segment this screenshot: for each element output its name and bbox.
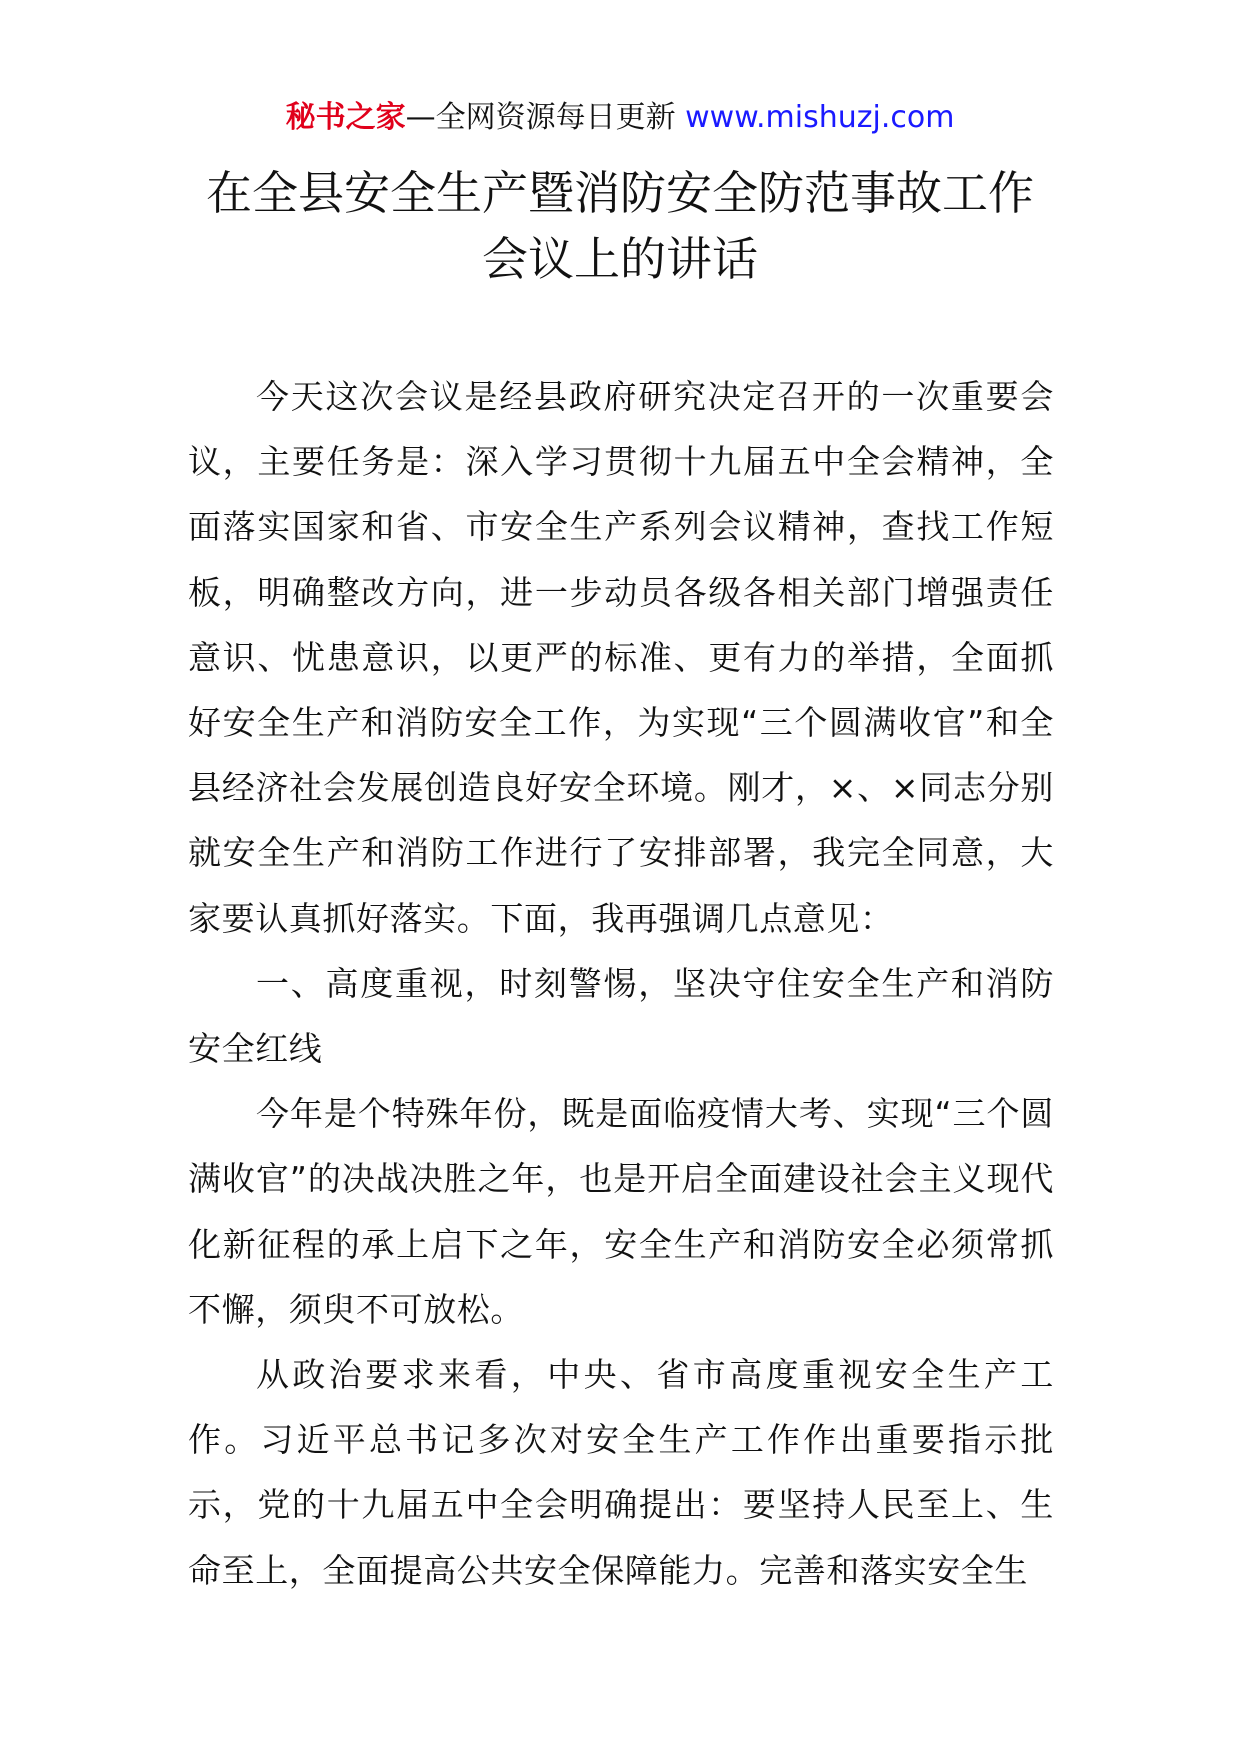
site-url-link[interactable]: www.mishuzj.com: [685, 100, 955, 135]
site-header: [0, 98, 1240, 138]
body-paragraph: 从政治要求来看，中央、省市高度重视安全生产工作。习近平总书记多次对安全生产工作作出重要指示批示，党的十九届五中全会明确提出：要坚持人民至上、生命至上，全面提高公共安全保障能力。完善和落实安全生: [188, 1355, 1054, 1590]
document-title-line-2: 会议上的讲话: [482, 232, 758, 286]
site-brand: 秘书之家: [285, 100, 406, 135]
document-title: [0, 160, 1240, 292]
section-heading: 一、高度重视，时刻警惕，坚决守住安全生产和消防安全红线: [188, 963, 1054, 1069]
document-body: [188, 364, 1054, 1603]
body-paragraph: 今天这次会议是经县政府研究决定召开的一次重要会议，主要任务是：深入学习贯彻十九届五中全会精神，全面落实国家和省、市安全生产系列会议精神，查找工作短板，明确整改方向，进一步动员各级各相关部门增强责任意识、忧患意识，以更严的标准、更有力的举措，全面抓好安全生产和消防安全工作，为实现“三个圆满收官”和全县经济社会发展创造良好安全环境。刚才，×、×同志分别就安全生产和消防工作进行了安排部署，我完全同意，大家要认真抓好落实。下面，我再强调几点意见：: [188, 377, 1054, 938]
site-tagline: —全网资源每日更新: [405, 100, 676, 135]
document-title-line-1: 在全县安全生产暨消防安全防范事故工作: [206, 166, 1034, 220]
body-paragraph: 今年是个特殊年份，既是面临疫情大考、实现“三个圆满收官”的决战决胜之年，也是开启全面建设社会主义现代化新征程的承上启下之年，安全生产和消防安全必须常抓不懈，须臾不可放松。: [188, 1094, 1054, 1329]
